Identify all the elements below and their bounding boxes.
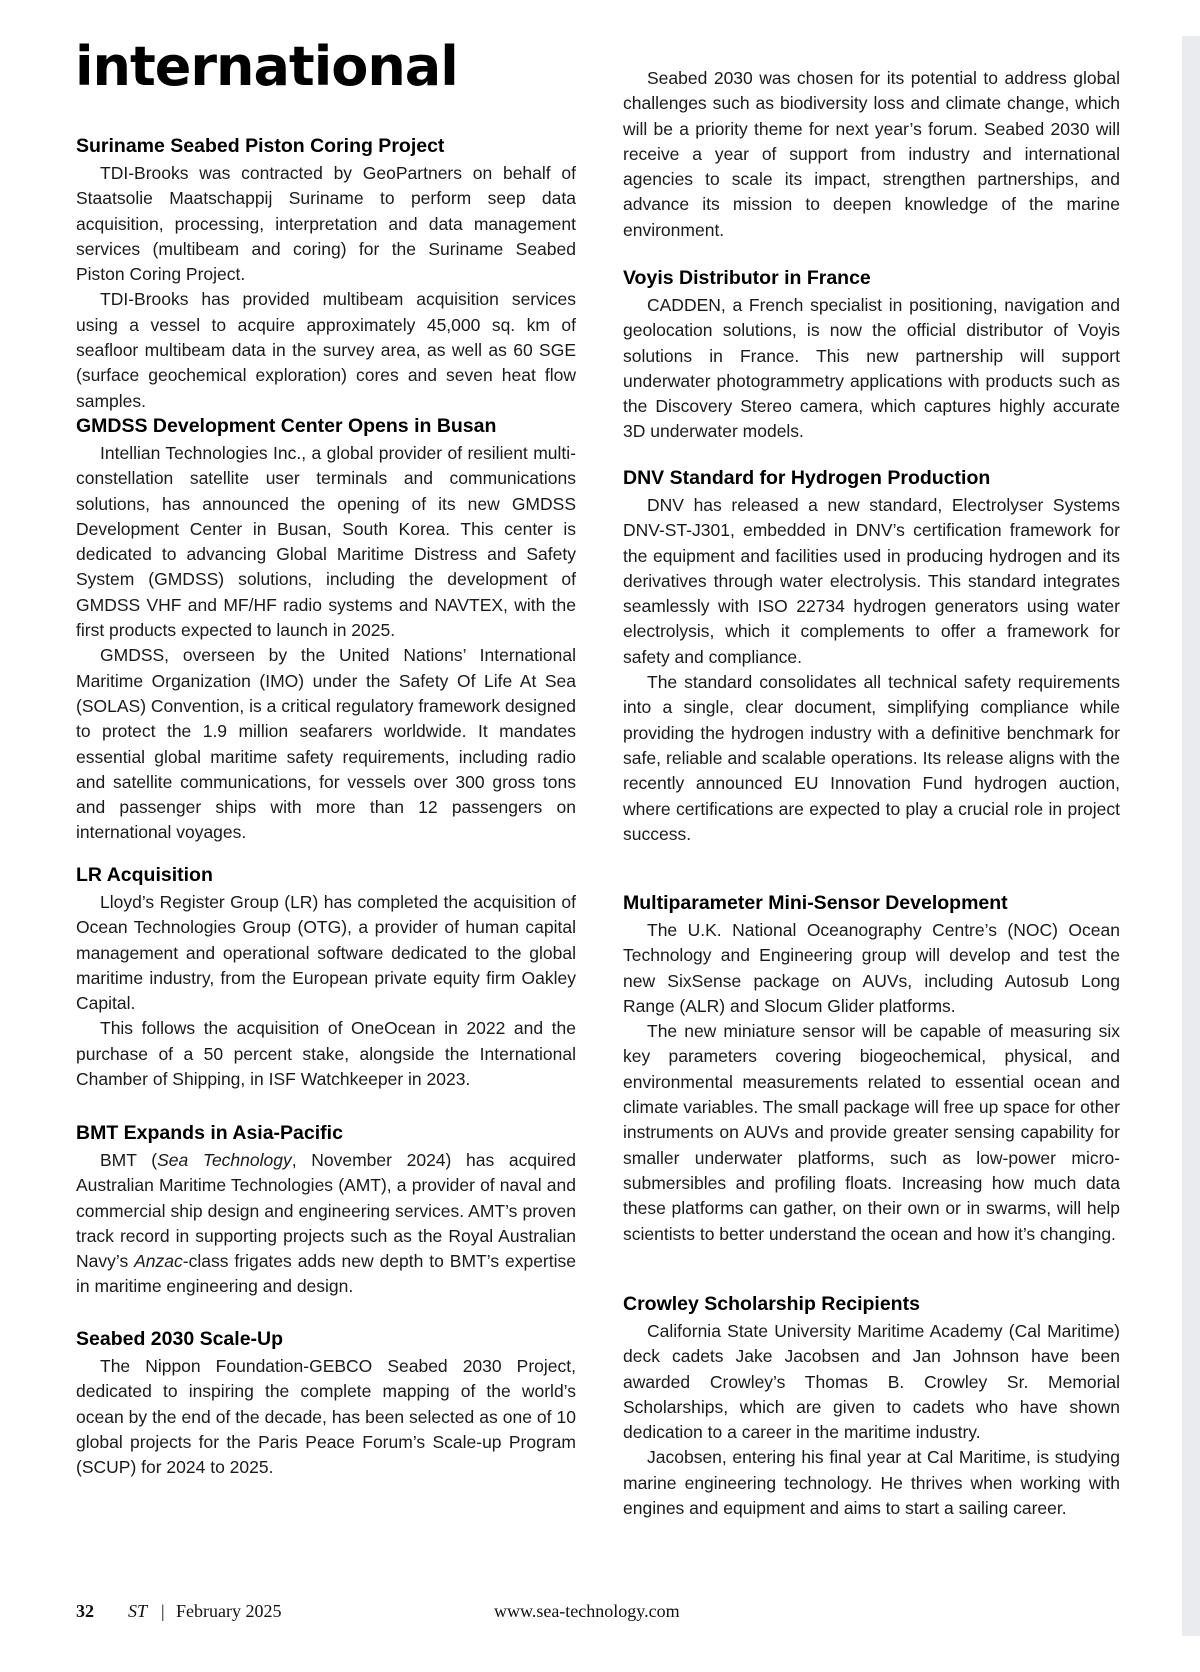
article-dnv-hydrogen bbox=[623, 466, 1120, 847]
article-title: Crowley Scholarship Recipients bbox=[623, 1293, 920, 1315]
article-paragraph: The new miniature sensor will be capable of measuring six key parameters covering biogeochemical, physical, and environmental measurements related to essential ocean and climate variables. The small package will free up space for other instruments on AUVs and provide greater sensing capability for smaller underwater platforms, such as low-power micro-submersibles and profiling floats. Increasing how much data these platforms can gather, on their own or in swarms, will help scientists to better understand the ocean and how it’s changing. bbox=[623, 1021, 1120, 1244]
section-title: international bbox=[75, 35, 458, 98]
article-title: BMT Expands in Asia-Pacific bbox=[76, 1122, 343, 1144]
article-paragraph: This follows the acquisition of OneOcean in 2022 and the purchase of a 50 percent stake, alongside the International Chamber of Shipping, in ISF Watchkeeper in 2023. bbox=[76, 1018, 576, 1090]
article-gmdss bbox=[76, 414, 576, 846]
article-paragraph: The Nippon Foundation-GEBCO Seabed 2030 Project, dedicated to inspiring the complete mapping of the world’s ocean by the end of the decade, has been selected as one of 10 global projects for the Paris Peace Forum’s Scale-up Program (SCUP) for 2024 to 2025. bbox=[76, 1356, 576, 1478]
magazine-abbrev: ST bbox=[128, 1601, 148, 1621]
publication-name: Sea Technology bbox=[157, 1150, 292, 1170]
article-paragraph: The standard consolidates all technical safety requirements into a single, clear document, simplifying compliance while providing the hydrogen industry with a definitive benchmark for safe, reliable and scalable operations. Its release aligns with the recently announced EU Innovation Fund hydrogen auction, where certifications are expected to play a crucial role in project success. bbox=[623, 672, 1120, 844]
article-paragraph: CADDEN, a French specialist in positioning, navigation and geolocation solutions, is now the official distributor of Voyis solutions in France. This new partnership will support underwater photogrammetry applications with products such as the Discovery Stereo camera, which captures highly accurate 3D underwater models. bbox=[623, 295, 1120, 442]
article-paragraph: Intellian Technologies Inc., a global provider of resilient multi-constellation satellite user terminals and communications solutions, has announced the opening of its new GMDSS Development Center in Busan, South Korea. This center is dedicated to advancing Global Maritime Distress and Safety System (GMDSS) solutions, including the development of GMDSS VHF and MF/HF radio systems and NAVTEX, with the first products expected to launch in 2025. bbox=[76, 443, 576, 641]
article-bmt bbox=[76, 1121, 576, 1300]
text-run: , November 2024) has acquired Australian Maritime Technologies (AMT), a provider of naval and commercial ship design and engineering services. AMT’s proven track record in supporting projects such as the Royal Australian Navy’s bbox=[76, 1150, 576, 1272]
footer-separator: | bbox=[161, 1601, 165, 1621]
article-paragraph: California State University Maritime Academy (Cal Maritime) deck cadets Jake Jacobsen and Jan Johnson have been awarded Crowley’s Thomas B. Crowley Sr. Memorial Scholarships, which are given to cadets who have shown dedication to a career in the maritime industry. bbox=[623, 1321, 1120, 1443]
article-paragraph bbox=[76, 1148, 576, 1300]
text-run: BMT ( bbox=[100, 1150, 158, 1170]
article-title: Suriname Seabed Piston Coring Project bbox=[76, 135, 445, 157]
website-link[interactable]: www.sea-technology.com bbox=[494, 1601, 680, 1621]
article-paragraph: Seabed 2030 was chosen for its potential to address global challenges such as biodiversity loss and climate change, which will be a priority theme for next year’s forum. Seabed 2030 will receive a year of support from industry and international agencies to scale its impact, strengthen partnerships, and advance its mission to deepen knowledge of the marine environment. bbox=[623, 68, 1120, 240]
article-crowley bbox=[623, 1292, 1120, 1521]
article-title: LR Acquisition bbox=[76, 864, 213, 886]
article-title: Seabed 2030 Scale-Up bbox=[76, 1328, 284, 1350]
article-seabed-2030-continued bbox=[623, 66, 1120, 243]
page-number: 32 bbox=[76, 1601, 94, 1621]
page-footer bbox=[76, 1601, 1140, 1627]
article-title: DNV Standard for Hydrogen Production bbox=[623, 467, 991, 489]
article-voyis bbox=[623, 266, 1120, 445]
article-title: Voyis Distributor in France bbox=[623, 267, 871, 289]
article-title: GMDSS Development Center Opens in Busan bbox=[76, 415, 497, 437]
article-paragraph: Lloyd’s Register Group (LR) has completed the acquisition of Ocean Technologies Group (OTG), a provider of human capital management and operational software dedicated to the global maritime industry, from the European private equity firm Oakley Capital. bbox=[76, 892, 576, 1014]
article-suriname bbox=[76, 134, 576, 414]
ship-class-name: Anzac bbox=[134, 1251, 183, 1272]
article-paragraph: GMDSS, overseen by the United Nations’ International Maritime Organization (IMO) under the Safety Of Life At Sea (SOLAS) Convention, is a critical regulatory framework designed to protect the 1.9 million seafarers worldwide. It mandates essential global maritime safety requirements, including radio and satellite communications, for vessels over 300 gross tons and passenger ships with more than 12 passengers on international voyages. bbox=[76, 645, 576, 843]
text-run: -class frigates adds new depth to BMT’s expertise in maritime engineering and design. bbox=[76, 1251, 576, 1297]
article-paragraph: Jacobsen, entering his final year at Cal Maritime, is studying marine engineering technology. He thrives when working with engines and equipment and aims to start a sailing career. bbox=[623, 1447, 1120, 1519]
issue-date: February 2025 bbox=[176, 1601, 282, 1621]
article-paragraph: DNV has released a new standard, Electrolyser Systems DNV-ST-J301, embedded in DNV’s certification framework for the equipment and facilities used in producing hydrogen and its derivatives through water electrolysis. This standard integrates seamlessly with ISO 22734 hydrogen generators using water electrolysis, which it complements to offer a framework for safety and compliance. bbox=[623, 495, 1120, 667]
page-edge-strip bbox=[1182, 36, 1200, 1636]
article-seabed-2030 bbox=[76, 1327, 576, 1480]
article-lr-acquisition bbox=[76, 863, 576, 1092]
article-paragraph: TDI-Brooks was contracted by GeoPartners on behalf of Staatsolie Maatschappij Suriname to perform seep data acquisition, processing, interpretation and data management services (multibeam and coring) for the Suriname Seabed Piston Coring Project. bbox=[76, 163, 576, 285]
article-paragraph: TDI-Brooks has provided multibeam acquisition services using a vessel to acquire approximately 45,000 sq. km of seafloor multibeam data in the survey area, as well as 60 SGE (surface geochemical exploration) cores and seven heat flow samples. bbox=[76, 289, 576, 411]
article-mini-sensor bbox=[623, 891, 1120, 1247]
article-paragraph: The U.K. National Oceanography Centre’s (NOC) Ocean Technology and Engineering group will develop and test the new SixSense package on AUVs, including Autosub Long Range (ALR) and Slocum Glider platforms. bbox=[623, 920, 1120, 1016]
article-title: Multiparameter Mini-Sensor Development bbox=[623, 892, 1008, 914]
